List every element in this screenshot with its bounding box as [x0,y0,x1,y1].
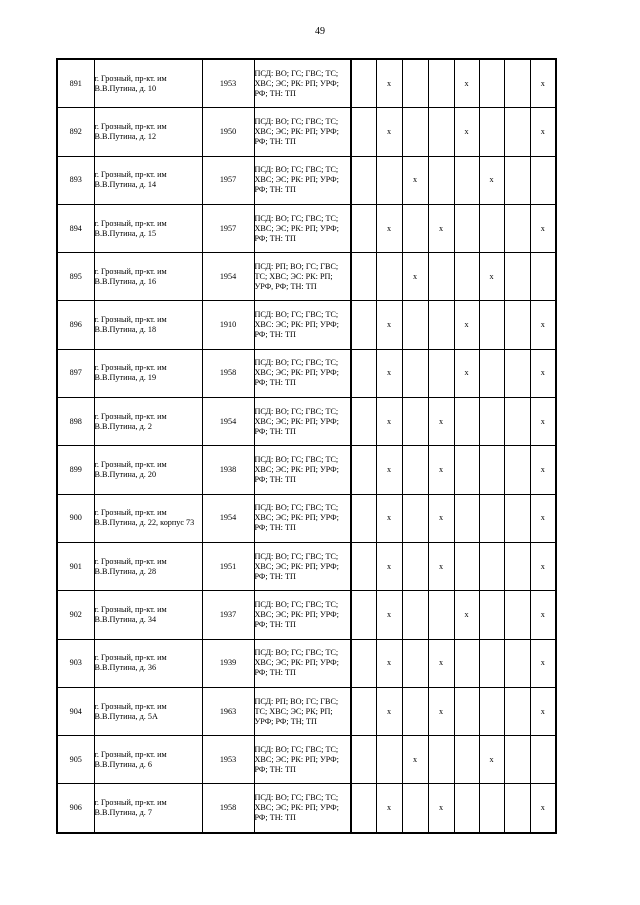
row-mark-5: x [454,59,479,108]
row-mark-1 [351,639,376,687]
row-mark-1 [351,494,376,542]
row-mark-3 [402,349,428,397]
row-year: 1910 [202,301,254,349]
row-address: г. Грозный, пр-кт. им В.В.Путина, д. 34 [94,591,202,639]
row-number: 897 [57,349,94,397]
row-mark-4: x [428,784,454,833]
row-mark-5 [454,156,479,204]
row-address: г. Грозный, пр-кт. им В.В.Путина, д. 15 [94,204,202,252]
row-mark-7 [504,398,530,446]
row-mark-2: x [376,784,402,833]
row-mark-6 [479,639,504,687]
row-mark-3 [402,494,428,542]
row-mark-3 [402,784,428,833]
row-mark-1 [351,542,376,590]
row-mark-7 [504,301,530,349]
row-mark-5 [454,736,479,784]
row-mark-1 [351,204,376,252]
row-number: 901 [57,542,94,590]
row-number: 895 [57,253,94,301]
row-systems: ПСД: ВО; ГС; ГВС; ТС; ХВС; ЭС; РК: РП; УРФ; РФ; ТН: ТП [254,639,351,687]
row-mark-3 [402,542,428,590]
row-systems: ПСД: ВО; ГС; ГВС; ТС; ХВС; ЭС; РК: РП; УРФ; РФ; ТН: ТП [254,349,351,397]
row-address: г. Грозный, пр-кт. им В.В.Путина, д. 18 [94,301,202,349]
row-number: 892 [57,108,94,156]
row-address: г. Грозный, пр-кт. им В.В.Путина, д. 14 [94,156,202,204]
row-mark-1 [351,253,376,301]
row-mark-6 [479,784,504,833]
row-address: г. Грозный, пр-кт. им В.В.Путина, д. 7 [94,784,202,833]
row-mark-8: x [530,204,556,252]
table-row [57,301,584,349]
row-mark-8 [530,253,556,301]
row-year: 1951 [202,542,254,590]
row-mark-3 [402,301,428,349]
row-year: 1954 [202,398,254,446]
row-number: 900 [57,494,94,542]
row-mark-7 [504,542,530,590]
row-mark-6 [479,349,504,397]
table-row [57,108,584,156]
table-row [57,639,584,687]
row-mark-8: x [530,494,556,542]
row-mark-7 [504,591,530,639]
row-year: 1957 [202,204,254,252]
row-mark-8: x [530,639,556,687]
row-mark-8: x [530,59,556,108]
housing-register-table [56,58,585,834]
row-mark-4 [428,253,454,301]
row-systems: ПСД: ВО; ГС; ГВС; ТС; ХВС: ЭС; РК: РП; УРФ; РФ; ТН: ТП [254,301,351,349]
row-mark-7 [504,108,530,156]
row-mark-8 [530,156,556,204]
row-mark-5 [454,494,479,542]
row-mark-4: x [428,687,454,735]
row-systems: ПСД: ВО; ГС; ГВС; ТС; ХВС; ЭС; РК: РП; УРФ; РФ; ТН: ТП [254,736,351,784]
row-mark-2: x [376,301,402,349]
row-mark-1 [351,398,376,446]
row-number: 905 [57,736,94,784]
row-mark-6 [479,204,504,252]
table-row [57,398,584,446]
row-mark-6 [479,108,504,156]
row-mark-1 [351,736,376,784]
row-address: г. Грозный, пр-кт. им В.В.Путина, д. 16 [94,253,202,301]
row-address: г. Грозный, пр-кт. им В.В.Путина, д. 36 [94,639,202,687]
row-mark-6 [479,542,504,590]
row-mark-1 [351,301,376,349]
row-mark-1 [351,687,376,735]
row-mark-2: x [376,349,402,397]
row-mark-7 [504,784,530,833]
row-mark-4: x [428,204,454,252]
row-mark-1 [351,591,376,639]
row-mark-3 [402,398,428,446]
row-year: 1937 [202,591,254,639]
table-row [57,156,584,204]
row-number: 896 [57,301,94,349]
row-mark-4 [428,591,454,639]
row-number: 891 [57,59,94,108]
row-mark-4: x [428,446,454,494]
row-mark-2: x [376,687,402,735]
row-mark-2: x [376,446,402,494]
row-mark-1 [351,784,376,833]
row-year: 1954 [202,253,254,301]
row-mark-2: x [376,398,402,446]
row-mark-4: x [428,398,454,446]
row-mark-2: x [376,639,402,687]
row-year: 1963 [202,687,254,735]
row-number: 902 [57,591,94,639]
table-row [57,253,584,301]
row-mark-6 [479,687,504,735]
row-systems: ПСД: РП; ВО; ГС; ГВС; ТС; ХВС; ЭС; РК; РП; УРФ; РФ; ТН; ТП [254,687,351,735]
row-mark-7 [504,349,530,397]
row-mark-4 [428,301,454,349]
row-mark-3 [402,204,428,252]
row-address: г. Грозный, пр-кт. им В.В.Путина, д. 22, корпус 73 [94,494,202,542]
row-mark-2: x [376,108,402,156]
table-row [57,736,584,784]
row-mark-3: x [402,253,428,301]
row-number: 899 [57,446,94,494]
row-number: 894 [57,204,94,252]
row-mark-6: x [479,156,504,204]
table-row [57,349,584,397]
row-mark-7 [504,446,530,494]
row-year: 1958 [202,349,254,397]
row-mark-4 [428,349,454,397]
row-mark-8: x [530,591,556,639]
row-year: 1953 [202,59,254,108]
table-row [57,542,584,590]
row-mark-5 [454,687,479,735]
row-mark-1 [351,156,376,204]
page-number: 49 [315,26,325,37]
row-mark-6: x [479,253,504,301]
row-number: 903 [57,639,94,687]
row-mark-7 [504,253,530,301]
row-mark-5 [454,398,479,446]
row-systems: ПСД: ВО; ГС; ГВС; ТС; ХВС; ЭС; РК: РП; УРФ; РФ; ТН: ТП [254,542,351,590]
row-address: г. Грозный, пр-кт. им В.В.Путина, д. 20 [94,446,202,494]
row-systems: ПСД: ВО; ГС; ГВС; ТС; ХВС; ЭС; РК: РП; УРФ; РФ; ТН: ТП [254,446,351,494]
row-number: 904 [57,687,94,735]
row-mark-7 [504,494,530,542]
row-mark-6 [479,59,504,108]
row-mark-8: x [530,446,556,494]
row-address: г. Грозный, пр-кт. им В.В.Путина, д. 12 [94,108,202,156]
table-row [57,446,584,494]
row-mark-6 [479,591,504,639]
table-row [57,687,584,735]
row-mark-4: x [428,542,454,590]
row-year: 1958 [202,784,254,833]
row-year: 1939 [202,639,254,687]
row-mark-6 [479,398,504,446]
row-year: 1950 [202,108,254,156]
row-address: г. Грозный, пр-кт. им В.В.Путина, д. 2 [94,398,202,446]
row-mark-8: x [530,349,556,397]
row-mark-7 [504,156,530,204]
row-mark-1 [351,59,376,108]
row-year: 1957 [202,156,254,204]
row-mark-7 [504,736,530,784]
row-mark-4 [428,736,454,784]
row-mark-2: x [376,204,402,252]
row-mark-4 [428,59,454,108]
row-mark-5: x [454,349,479,397]
row-mark-2: x [376,59,402,108]
row-address: г. Грозный, пр-кт. им В.В.Путина, д. 6 [94,736,202,784]
row-mark-5: x [454,301,479,349]
row-mark-8: x [530,108,556,156]
row-mark-5 [454,542,479,590]
row-mark-5: x [454,108,479,156]
row-systems: ПСД: ВО; ГС; ГВС; ТС; ХВС; ЭС; РК: РП; УРФ; РФ; ТН: ТП [254,156,351,204]
row-mark-7 [504,639,530,687]
row-mark-2: x [376,542,402,590]
row-systems: ПСД: ВО; ГС; ГВС; ТС; ХВС; ЭС; РК: РП; УРФ; РФ; ТН: ТП [254,204,351,252]
table-body [57,59,584,833]
row-mark-7 [504,204,530,252]
row-mark-5 [454,253,479,301]
row-mark-8: x [530,301,556,349]
row-address: г. Грозный, пр-кт. им В.В.Путина, д. 19 [94,349,202,397]
row-systems: ПСД: ВО; ГС; ГВС; ТС; ХВС; ЭС; РК: РП; УРФ; РФ; ТН: ТП [254,108,351,156]
row-number: 906 [57,784,94,833]
row-address: г. Грозный, пр-кт. им В.В.Путина, д. 10 [94,59,202,108]
row-year: 1953 [202,736,254,784]
row-address: г. Грозный, пр-кт. им В.В.Путина, д. 5А [94,687,202,735]
row-number: 898 [57,398,94,446]
row-mark-4 [428,108,454,156]
row-mark-6 [479,301,504,349]
row-mark-3 [402,639,428,687]
row-mark-5 [454,639,479,687]
row-mark-7 [504,59,530,108]
row-systems: ПСД: ВО; ГС; ГВС; ТС; ХВС; ЭС; РК: РП; УРФ; РФ; ТН: ТП [254,494,351,542]
row-mark-6: x [479,736,504,784]
row-number: 893 [57,156,94,204]
table-row [57,494,584,542]
row-mark-2: x [376,494,402,542]
row-mark-3 [402,108,428,156]
row-mark-3 [402,59,428,108]
row-year: 1954 [202,494,254,542]
row-mark-8: x [530,398,556,446]
row-mark-4 [428,156,454,204]
row-mark-6 [479,494,504,542]
row-mark-8: x [530,542,556,590]
row-mark-8 [530,736,556,784]
row-mark-1 [351,446,376,494]
row-mark-8: x [530,687,556,735]
row-mark-6 [479,446,504,494]
row-systems: ПСД: РП; ВО; ГС; ГВС; ТС; ХВС; ЭС: РК: РП; УРФ, РФ; ТН: ТП [254,253,351,301]
row-mark-2: x [376,591,402,639]
row-mark-1 [351,349,376,397]
row-mark-5 [454,784,479,833]
row-address: г. Грозный, пр-кт. им В.В.Путина, д. 28 [94,542,202,590]
row-mark-8: x [530,784,556,833]
row-systems: ПСД: ВО; ГС; ГВС; ТС; ХВС; ЭС; РК: РП; УРФ; РФ; ТН: ТП [254,59,351,108]
row-mark-3 [402,687,428,735]
table-row [57,784,584,833]
row-mark-7 [504,687,530,735]
row-mark-2 [376,253,402,301]
row-mark-3 [402,591,428,639]
row-systems: ПСД: ВО; ГС; ГВС; ТС; ХВС; ЭС; РК: РП; УРФ; РФ; ТН: ТП [254,784,351,833]
row-mark-5 [454,446,479,494]
row-mark-4: x [428,494,454,542]
row-mark-1 [351,108,376,156]
row-mark-2 [376,156,402,204]
row-systems: ПСД: ВО; ГС; ГВС; ТС; ХВС; ЭС; РК: РП; УРФ; РФ; ТН: ТП [254,591,351,639]
row-year: 1938 [202,446,254,494]
row-mark-3 [402,446,428,494]
row-mark-5: x [454,591,479,639]
row-mark-4: x [428,639,454,687]
row-mark-3: x [402,156,428,204]
row-mark-5 [454,204,479,252]
row-mark-3: x [402,736,428,784]
table-row [57,591,584,639]
table-row [57,204,584,252]
row-systems: ПСД: ВО; ГС; ГВС; ТС; ХВС; ЭС; РК: РП; УРФ; РФ; ТН: ТП [254,398,351,446]
row-mark-2 [376,736,402,784]
table-row [57,59,584,108]
